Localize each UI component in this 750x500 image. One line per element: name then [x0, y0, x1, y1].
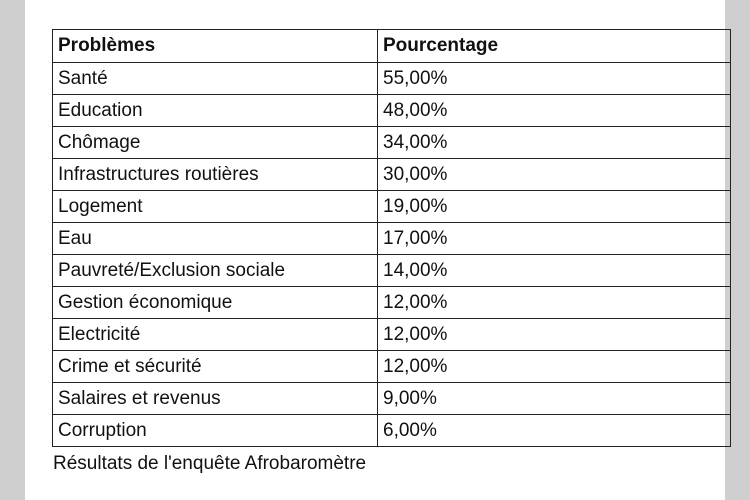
- percentage-cell: 19,00%: [378, 191, 731, 223]
- problem-cell: Santé: [53, 63, 378, 95]
- percentage-cell: 12,00%: [378, 351, 731, 383]
- problem-cell: Infrastructures routières: [53, 159, 378, 191]
- percentage-cell: 12,00%: [378, 319, 731, 351]
- problem-cell: Crime et sécurité: [53, 351, 378, 383]
- header-problems: Problèmes: [53, 30, 378, 63]
- table-row: [53, 63, 731, 95]
- table-row: [53, 287, 731, 319]
- document-page: [25, 0, 725, 500]
- table-header-row: [53, 30, 731, 63]
- table-row: [53, 319, 731, 351]
- table-row: [53, 159, 731, 191]
- table-row: [53, 415, 731, 447]
- problem-cell: Eau: [53, 223, 378, 255]
- problem-cell: Corruption: [53, 415, 378, 447]
- table-row: [53, 95, 731, 127]
- problem-cell: Gestion économique: [53, 287, 378, 319]
- problem-cell: Chômage: [53, 127, 378, 159]
- table-row: [53, 255, 731, 287]
- table-row: [53, 191, 731, 223]
- percentage-cell: 30,00%: [378, 159, 731, 191]
- percentage-cell: 6,00%: [378, 415, 731, 447]
- problem-cell: Logement: [53, 191, 378, 223]
- percentage-cell: 17,00%: [378, 223, 731, 255]
- table-row: [53, 351, 731, 383]
- percentage-cell: 55,00%: [378, 63, 731, 95]
- problem-cell: Education: [53, 95, 378, 127]
- percentage-cell: 9,00%: [378, 383, 731, 415]
- percentage-cell: 34,00%: [378, 127, 731, 159]
- problem-cell: Pauvreté/Exclusion sociale: [53, 255, 378, 287]
- table-caption: Résultats de l'enquête Afrobaromètre: [53, 453, 367, 474]
- percentage-cell: 14,00%: [378, 255, 731, 287]
- percentage-cell: 12,00%: [378, 287, 731, 319]
- table-row: [53, 383, 731, 415]
- problem-cell: Salaires et revenus: [53, 383, 378, 415]
- header-percentage: Pourcentage: [378, 30, 731, 63]
- percentage-cell: 48,00%: [378, 95, 731, 127]
- survey-results-table: [52, 29, 731, 447]
- problem-cell: Electricité: [53, 319, 378, 351]
- table-row: [53, 127, 731, 159]
- table-row: [53, 223, 731, 255]
